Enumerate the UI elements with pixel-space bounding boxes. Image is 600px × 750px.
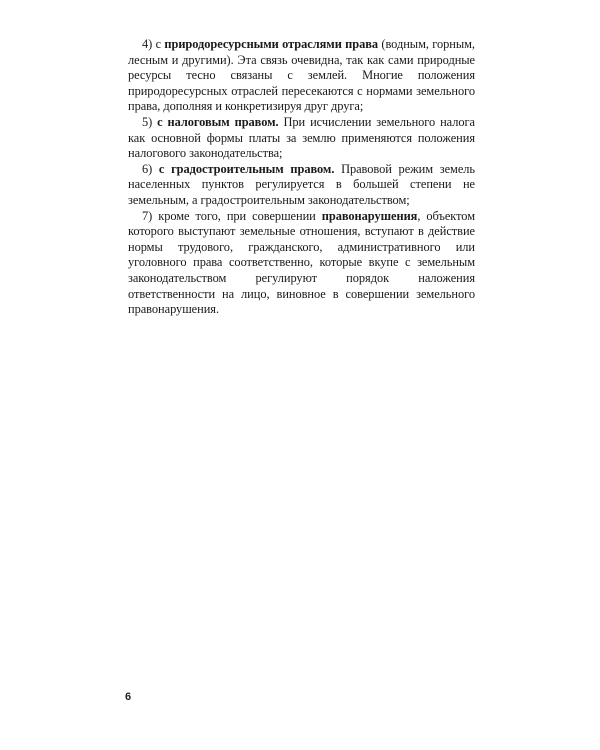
paragraph-text: При исчислении земельного налога как основной формы платы за землю применяются положения налогового законодательства; (128, 114, 475, 161)
paragraph-item-5 (128, 115, 475, 162)
paragraph-item-7 (128, 209, 475, 318)
paragraph-text: , объектом которого выступают земельные отношения, вступают в действие нормы трудового, гражданского, административного или уголовного права соответственно, которые вкупе с земельным законодательством регулируют порядок наложения ответственности на лицо, виновное в совершении земельного правонарушения. (128, 208, 475, 317)
paragraph-text: Правовой режим земель населенных пунктов регулируется в большей степени не земельным, а градостроительным законодательством; (128, 161, 475, 207)
page-body-text (128, 37, 475, 318)
paragraph-item-4 (128, 37, 475, 115)
paragraph-lead: 4) с (142, 37, 165, 51)
emphasized-term: правонарушения (321, 208, 418, 223)
emphasized-term: с градостроительным правом. (158, 161, 335, 176)
emphasized-term: с налоговым правом. (157, 114, 279, 129)
paragraph-item-6 (128, 162, 475, 209)
paragraph-text: (водным, горным, лесным и другими). Эта связь очевидна, так как сами природные ресурсы тесно связаны с землей. Многие положения природоресурсных отраслей пересекаются с нормами земельного права, дополняя и конкретизируя друг друга; (128, 37, 475, 114)
paragraph-lead: 6) (142, 161, 159, 176)
emphasized-term: природоресурсными отраслями права (164, 37, 379, 51)
page-number: 6 (125, 691, 132, 703)
paragraph-lead: 7) кроме того, при совершении (142, 208, 322, 223)
paragraph-lead: 5) (142, 114, 158, 129)
